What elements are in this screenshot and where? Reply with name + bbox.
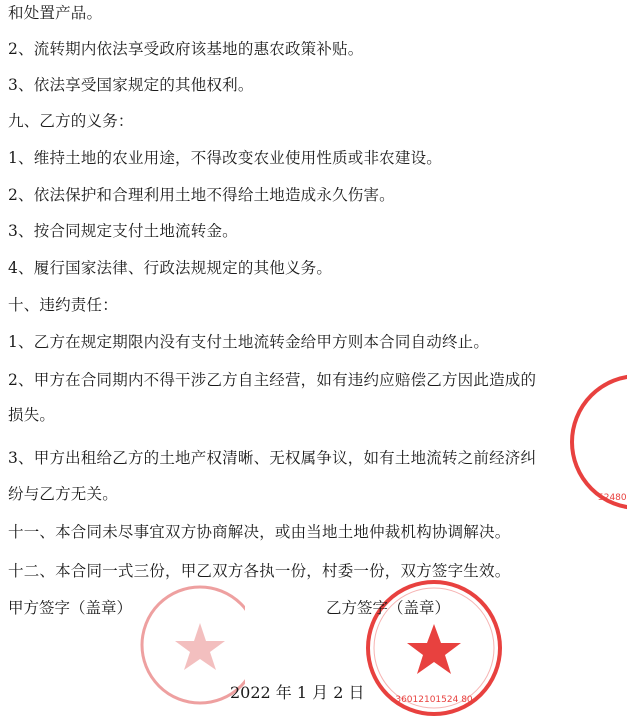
party-b-seal-code: 36012101524 80 <box>395 695 473 705</box>
text-line-7: 3、按合同规定支付土地流转金。 <box>8 222 238 240</box>
text-line-5: 1、维持土地的农业用途，不得改变农业使用性质或非农建设。 <box>8 149 442 167</box>
section-heading-12: 十二、本合同一式三份，甲乙双方各执一份，村委一份，双方签字生效。 <box>8 562 511 580</box>
section-heading-11: 十一、本合同未尽事宜双方协商解决，或由当地土地仲裁机构协调解决。 <box>8 523 511 541</box>
text-line-14: 纷与乙方无关。 <box>8 485 118 503</box>
text-line-6: 2、依法保护和合理利用土地不得给土地造成永久伤害。 <box>8 186 395 204</box>
text-line-1: 和处置产品。 <box>8 4 103 22</box>
party-a-signature-label: 甲方签字（盖章） <box>8 599 133 617</box>
text-line-11: 2、甲方在合同期内不得干涉乙方自主经营，如有违约应赔偿乙方因此造成的 <box>8 371 537 389</box>
text-line-12: 损失。 <box>8 406 56 424</box>
text-line-10: 1、乙方在规定期限内没有支付土地流转金给甲方则本合同自动终止。 <box>8 333 490 351</box>
party-b-signature-label: 乙方签字（盖章） <box>326 599 451 617</box>
party-a-seal <box>130 585 245 715</box>
right-edge-seal <box>548 372 627 512</box>
section-heading-10: 十、违约责任： <box>8 296 118 314</box>
text-line-13: 3、甲方出租给乙方的土地产权清晰、无权属争议，如有土地流转之前经济纠 <box>8 449 537 467</box>
signing-date: 2022 年 1 月 2 日 <box>230 683 365 702</box>
text-line-3: 3、依法享受国家规定的其他权利。 <box>8 76 254 94</box>
text-line-8: 4、履行国家法律、行政法规规定的其他义务。 <box>8 259 333 277</box>
right-seal-code: 52480 <box>598 493 627 503</box>
text-line-2: 2、流转期内依法享受政府该基地的惠农政策补贴。 <box>8 40 364 58</box>
section-heading-9: 九、乙方的义务： <box>8 112 134 130</box>
